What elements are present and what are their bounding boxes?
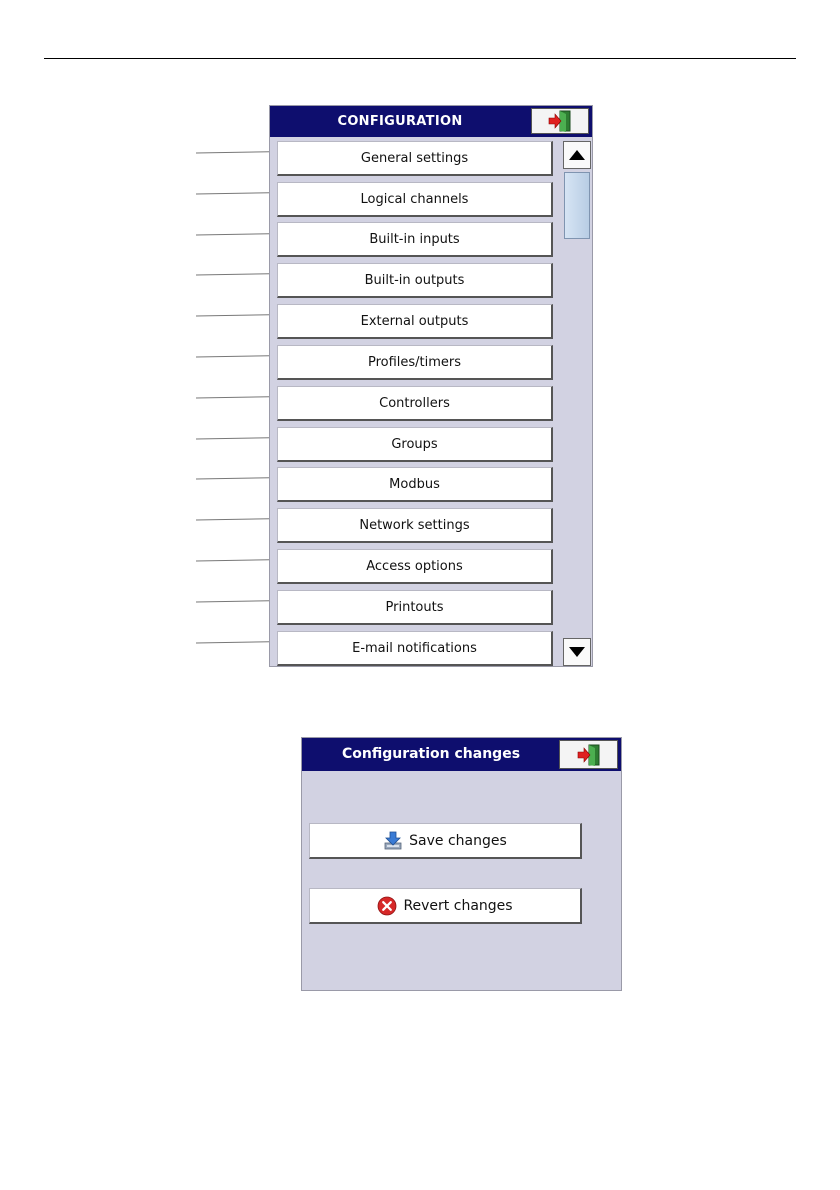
save-changes-label: Save changes bbox=[409, 832, 507, 849]
scroll-down-button[interactable] bbox=[563, 638, 591, 666]
menu-scrollbar[interactable] bbox=[563, 141, 591, 666]
save-download-icon bbox=[383, 831, 403, 851]
menu-item-groups[interactable]: Groups bbox=[277, 427, 553, 462]
menu-item-controllers[interactable]: Controllers bbox=[277, 386, 553, 421]
revert-x-icon bbox=[377, 896, 397, 916]
menu-item-built-in-outputs[interactable]: Built-in outputs bbox=[277, 263, 553, 298]
menu-item-logical-channels[interactable]: Logical channels bbox=[277, 182, 553, 217]
configuration-header bbox=[270, 106, 592, 137]
scroll-thumb[interactable] bbox=[564, 172, 590, 239]
changes-exit-button[interactable] bbox=[559, 740, 618, 769]
revert-changes-button[interactable] bbox=[309, 888, 582, 924]
menu-item-email-notifications[interactable]: E-mail notifications bbox=[277, 631, 553, 666]
exit-button[interactable] bbox=[531, 108, 589, 134]
exit-door-icon bbox=[576, 743, 602, 767]
triangle-down-icon bbox=[569, 647, 585, 657]
configuration-changes-panel bbox=[301, 737, 622, 991]
triangle-up-icon bbox=[569, 150, 585, 160]
configuration-title: CONFIGURATION bbox=[337, 114, 463, 129]
menu-item-profiles-timers[interactable]: Profiles/timers bbox=[277, 345, 553, 380]
menu-item-general-settings[interactable]: General settings bbox=[277, 141, 553, 176]
menu-item-printouts[interactable]: Printouts bbox=[277, 590, 553, 625]
configuration-panel bbox=[269, 105, 593, 667]
menu-item-access-options[interactable]: Access options bbox=[277, 549, 553, 584]
menu-item-external-outputs[interactable]: External outputs bbox=[277, 304, 553, 339]
menu-item-modbus[interactable]: Modbus bbox=[277, 467, 553, 502]
menu-item-network-settings[interactable]: Network settings bbox=[277, 508, 553, 543]
exit-door-icon bbox=[547, 110, 573, 132]
menu-item-built-in-inputs[interactable]: Built-in inputs bbox=[277, 222, 553, 257]
revert-changes-label: Revert changes bbox=[403, 897, 513, 914]
scroll-up-button[interactable] bbox=[563, 141, 591, 169]
changes-header bbox=[302, 738, 621, 771]
save-changes-button[interactable] bbox=[309, 823, 582, 859]
changes-title: Configuration changes bbox=[341, 746, 521, 762]
